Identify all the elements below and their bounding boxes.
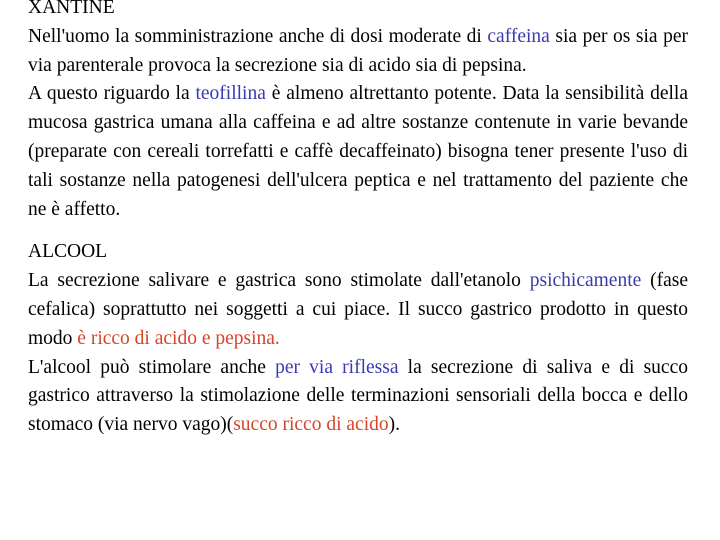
- xantine-p1-text-c: sia per os sia per via parenterale provoca la secrezione sia di acido sia di pepsina.: [28, 25, 688, 76]
- xantine-p2-text-c: è almeno altrettanto potente. Data la sensibilità della mucosa gastrica umana alla caffeina e ad altre sostanze contenute in varie bevande (preparate con cereali torrefatti e caffè decaffeinato) bisogna tener presente l'uso di tali sostanze nella patogenesi dell'ulcera peptica e nel trattamento del paziente che ne è affetto.: [28, 83, 688, 220]
- alcool-p1-text-c: (fase cefalica) soprattutto nei soggetti a cui piace. Il succo gastrico prodotto in questo modo: [28, 270, 688, 349]
- alcool-paragraph-1: [28, 238, 688, 353]
- alcool-heading: ALCOOL: [28, 241, 108, 263]
- xantine-paragraph-1: [28, 0, 688, 80]
- section-xantine: [28, 0, 688, 224]
- section-gap: [28, 224, 688, 238]
- alcool-p1-text-a: La secrezione salivare e gastrica sono stimolate dall'etanolo: [28, 270, 530, 292]
- xantine-paragraph-2: [28, 80, 688, 224]
- xantine-p1-text-a: Nell'uomo la somministrazione anche di dosi moderate di: [28, 25, 488, 47]
- section-alcool: [28, 238, 688, 440]
- succo-ricco-acido-term: succo ricco di acido: [233, 414, 389, 436]
- alcool-paragraph-2: [28, 354, 688, 440]
- alcool-p2-text-c: la secrezione di saliva e di succo gastrico attraverso la stimolazione delle terminazioni sensoriali della bocca e dello stomaco (via nervo vago)(: [28, 356, 688, 436]
- xantine-p2-text-a: A questo riguardo la: [28, 83, 196, 105]
- per-via-riflessa-term: per via riflessa: [275, 356, 399, 378]
- ricco-acido-pepsina-term: è ricco di acido e pepsina.: [77, 327, 280, 349]
- alcool-p2-text-e: ).: [388, 414, 400, 436]
- xantine-heading: XANTINE: [28, 0, 115, 18]
- alcool-p2-text-a: L'alcool può stimolare anche: [28, 356, 276, 378]
- document-page: [28, 0, 688, 440]
- teofillina-term: teofillina: [195, 83, 266, 105]
- psichicamente-term: psichicamente: [529, 270, 642, 292]
- caffeina-term: caffeina: [487, 25, 550, 47]
